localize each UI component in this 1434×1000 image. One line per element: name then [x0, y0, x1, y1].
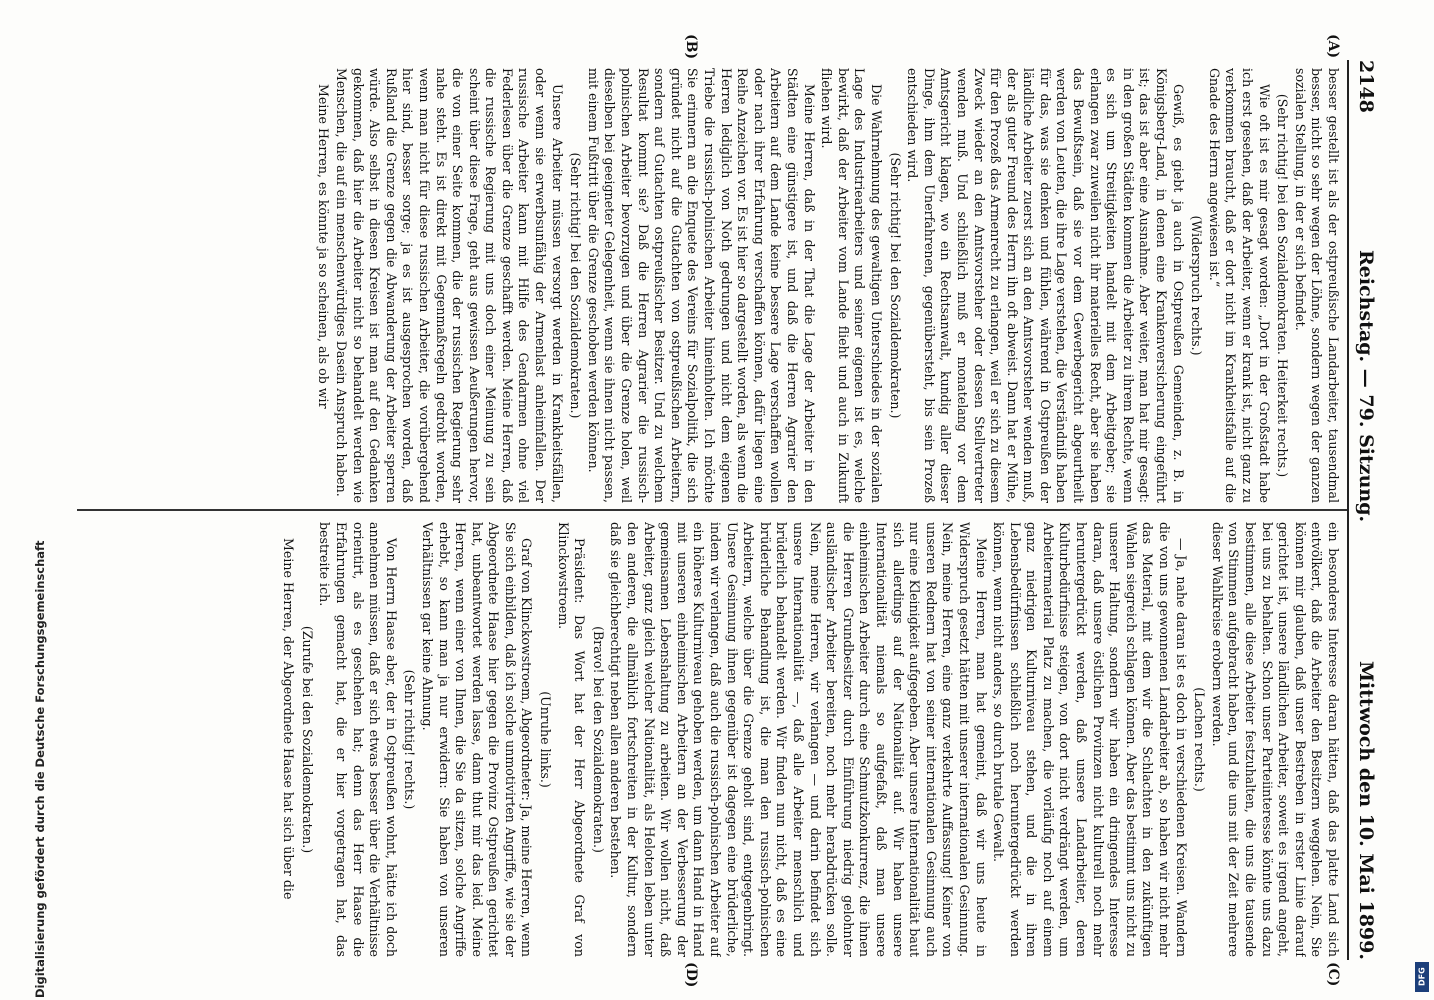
interjection: (Bravo! bei den Sozialdemokraten.) — [590, 626, 606, 853]
rotated-page-content — [75, 0, 1385, 1000]
paragraph: Meine Herren, daß in der That die Lage der Arbeiter in den Städten eine günstigere ist, und daß die Herren Agrarier den Arbeitern auf dem Lande keine bessere Lage verschaffen wollen oder nach ihrer Erfahrung verschaffen können, dafür liegen eine Reihe Anzeichen vor. Es ist hier so dargestellt worden, als wenn die Herren lediglich von Noth gedrungen und nicht dem eigenen Triebe die russisch-polnischen Arbeiter hineinholten. Ich möchte Sie erinnern an die Enquete des Vereins für Sozialpolitik, die sich gründet nicht auf die Gutachten von ostpreußischen Arbeitern, sondern auf Gutachten ostpreußischer Besitzer. Und zu welchem Resultat kommt sie? Daß die Herren Agrarier die russisch-polnischen Arbeiter bevorzugen und über die Grenze holen, weil dieselben bei geeigneter Gelegenheit, wenn sie ihnen nicht passen, mit einem Fußtritt über die Grenze geschoben werden können. — [585, 68, 817, 503]
paragraph: Meine Herren, der Abgeordnete Haase hat sich über die — [281, 538, 297, 900]
funding-notice: Digitalisierung gefördert durch die Deutsche Forschungsgemeinschaft — [33, 540, 47, 998]
paragraph: Graf von Klinckowstroem, Abgeordneter: Ja, meine Herren, wenn Sie sich einbilden, daß ich solche unmotivirten Angriffe, wie sie der Abgeordnete Haase hier gegen die Provinz Ostpreußen gerichtet hat, unbeantwortet werden lasse, dann thut mir das leid. Meine Herren, wenn einer von Ihnen, die Sie da sitzen, solche Angriffe erhebt, so kann man ja nur erwidern: Sie haben von unseren Verhältnissen gar keine Ahnung. — [419, 522, 535, 957]
page-number: 2148 — [1355, 60, 1377, 113]
interjection: (Zurufe bei den Sozialdemokraten.) — [299, 625, 315, 854]
paragraph: Die Wahrnehmung des gewaltigen Unterschiedes in der sozialen Lage des Industriearbeiters und seiner eigenen ist es, welche bewirkt, daß der Arbeiter vom Lande flieht und auch in Zukunft fliehen wird. — [819, 68, 884, 503]
interjection: (Sehr richtig! bei den Sozialdemokraten.) — [887, 152, 903, 419]
paragraph: Unsere Arbeiter müssen versorgt werden in Krankheitsfällen, oder wenn sie erwerbsunfähig der Armenlast anheimfallen. Der russische Arbeiter kann mit Hilfe des Gendarmen ohne viel Federlesen über die Grenze geschafft werden. Meine Herren, daß die russische Regierung mit uns doch einer Meinung zu sein scheint über diese Frage, geht aus gewissen Aeußerungen hervor, die von einer Seite kommen, die der russischen Regierung sehr nahe steht. Es ist direkt mit Gegenmaßregeln gedroht worden, wenn man nicht für diese russischen Arbeiter, die vorübergehend hier sind, besser sorge; ja es ist ausgesprochen worden, daß Rußland die Grenze gegen die Abwanderung der Arbeiter sperren würde. Also selbst in diesen Kreisen ist man auf den Gedanken gekommen, daß hier die Arbeiter nicht so behandelt werden wie Menschen, die auf ein menschenwürdiges Dasein Anspruch haben. — [333, 68, 565, 503]
margin-marker-c: (C) — [1325, 962, 1341, 987]
right-column — [81, 522, 1341, 957]
margin-marker-b: (B) — [683, 34, 699, 60]
interjection: (Unruhe links.) — [538, 691, 554, 788]
interjection: (Sehr richtig! bei den Sozialdemokraten.) — [568, 152, 584, 419]
paragraph: Von Herrn Haase aber, der in Ostpreußen wohnt, hätte ich doch annehmen müssen, daß er sich etwas besser über die Verhältnisse orientirt, als es geschehen hat; denn das Herr Haase die Erfahrungen gemacht hat, die er hier vorgetragen hat, das bestreite ich. — [317, 522, 399, 957]
interjection: (Lachen rechts.) — [1192, 687, 1208, 792]
footer-strip — [1388, 0, 1432, 1000]
interjection: (Sehr richtig! bei den Sozialdemokraten. Heiterkeit rechts.) — [1275, 93, 1291, 478]
margin-marker-d: (D) — [683, 962, 699, 988]
paragraph: ein besonderes Interesse daran hätten, daß das platte Land sich entvölkert, daß die Arbeiter den Besitzern weggehen. Nein, Sie können mir glauben, daß unser Bestreben in erster Linie darauf gerichtet ist, unsere ländlichen Arbeiter, soweit es irgend angeht, bei uns zu behalten. Schon unser Parteiinteresse könnte uns dazu bestimmen, alle diese Arbeiter festzuhalten, die uns die tausende von Stimmen aufgebracht haben, und die uns mit der Zeit mehrere dieser Wahlkreise erobern werden. — [1209, 522, 1341, 957]
paragraph: Meine Herren, es könnte ja so scheinen, als ob wir — [316, 84, 332, 409]
left-column — [81, 68, 1341, 503]
column-divider — [77, 509, 1347, 511]
margin-marker-a: (A) — [1325, 34, 1341, 59]
header-rule — [1347, 60, 1349, 960]
dfg-logo: DFG — [1415, 962, 1429, 992]
paragraph: Wie oft ist es mir gesagt worden: „Dort in der Großstadt habe ich erst gesehen, daß der Arbeiter, wenn er krank ist, nicht ganz zu verkommen braucht, daß er dort nicht im Krankheitsfalle auf die Gnade des Herrn angewiesen ist.“ — [1206, 68, 1272, 503]
paragraph: Gewiß, es giebt ja auch in Ostpreußen Gemeinden, z. B. in Königsberg-Land, in denen eine Krankenversicherung eingeführt ist; das ist aber eine Ausnahme. Aber weiter, man hat mir gesagt: in den großen Städten kommen die Arbeiter zu ihrem Rechte, wenn es sich um Streitigkeiten handelt mit dem Arbeitgeber; sie erlangen zwar zuweilen nicht ihr materielles Recht, aber sie haben das Bewußtsein, daß sie vor dem Gewerbegericht abgeurtheilt werden von Leuten, die ihre Lage verstehen, die Verständniß haben für das, was sie denken und fühlen, während in Ostpreußen der ländliche Arbeiter zuerst sich an den Amtsvorsteher wenden muß, der als guter Freund des Herrn ihn oft abweist. Dann hat er Mühe, für den Prozeß das Armenrecht zu erlangen, weil er sich zu diesem Zweck wieder an den Amtsvorsteher oder dessen Stellvertreter wenden muß. Und schließlich muß er monatelang vor dem Amtsgericht klagen, wo ein Rechtsanwalt, kundig aller dieser Dinge, ihm dem Unerfahrenen, gegenübersteht, bis sein Prozeß entschieden wird. — [905, 68, 1186, 503]
interjection: (Sehr richtig! rechts.) — [402, 669, 418, 810]
page-header — [1349, 60, 1383, 960]
header-left-title: Reichstag. — 79. Sitzung. — [1355, 250, 1377, 523]
paragraph: — Ja, nahe daran ist es doch in verschiedenen Kreisen. Wandern die von uns gewonnenen Landarbeiter ab, so haben wir nicht mehr das Material, mit dem wir die Schlachten in den zukünftigen Wahlen siegreich schlagen können. Aber das bestimmt uns nicht zu unserer Haltung, sondern wir haben ein dringendes Interesse daran, daß unsere östlichen Provinzen nicht kulturell noch mehr heruntergedrückt werden, daß unsere Landarbeiter, deren Kulturbedürfnisse steigen, von dort nicht verdrängt werden, um Arbeitermaterial Platz zu machen, die vorläufig noch auf einem ganz niedrigen Kulturniveau stehen, und die in ihren Lebensbedürfnissen schließlich noch heruntergedrückt werden können, wenn nicht anders, so durch brutale Gewalt. — [991, 522, 1189, 957]
president-statement: Präsident: Das Wort hat der Herr Abgeordnete Graf von Klinckowstroem. — [555, 522, 588, 957]
interjection: (Widerspruch rechts.) — [1189, 215, 1205, 356]
header-right-title: Mittwoch den 10. Mai 1899. — [1355, 661, 1377, 960]
paragraph: besser gestellt ist als der ostpreußische Landarbeiter, tausendmal besser, nicht so sehr wegen der Löhne, sondern wegen der ganzen sozialen Stellung, in der er sich befindet. — [1292, 68, 1341, 503]
paragraph: Meine Herren, man hat gemeint, daß wir uns heute in Widerspruch gesetzt hätten mit unserer internationalen Gesinnung. Nein, meine Herren, eine ganz verkehrte Auffassung! Keiner von unseren Rednern hat von seiner internationalen Gesinnung auch nur eine Kleinigkeit aufgegeben. Aber unsere Internationalität baut sich allerdings auf der Nationalität auf. Wir haben unsere Internationalität niemals so aufgefaßt, daß man unsere einheimischen Arbeiter durch eine Schmutzkonkurrenz, die ihnen die Herren Grundbesitzer durch Einführung niedrig gelohnter ausländischer Arbeiter bereiten, noch mehr herabdrücken solle. Nein, meine Herren, wir verlangen — und darin befindet sich unsere Internationalität —, daß alle Arbeiter menschlich und brüderlich behandelt werden. Wir finden nun nicht, daß es eine brüderliche Behandlung ist, die man den russisch-polnischen Arbeitern, welche über die Grenze geholt sind, entgegenbringt. Unsere Gesinnung ihnen gegenüber ist dagegen eine brüderliche, indem wir verlangen, daß auch die russisch-polnischen Arbeiter auf ein höheres Kulturniveau gehoben werden, um dann Hand in Hand mit unseren einheimischen Arbeitern an der Verbesserung der gemeinsamen Lebenshaltung zu arbeiten. Wir wollen nicht, daß Arbeiter, ganz gleich welcher Nationalität, als Heloten leben unter den anderen, die allmählich fortschreiten in der Kultur, sondern daß sie gleichberechtigt neben allen anderen bestehen. — [608, 522, 989, 957]
